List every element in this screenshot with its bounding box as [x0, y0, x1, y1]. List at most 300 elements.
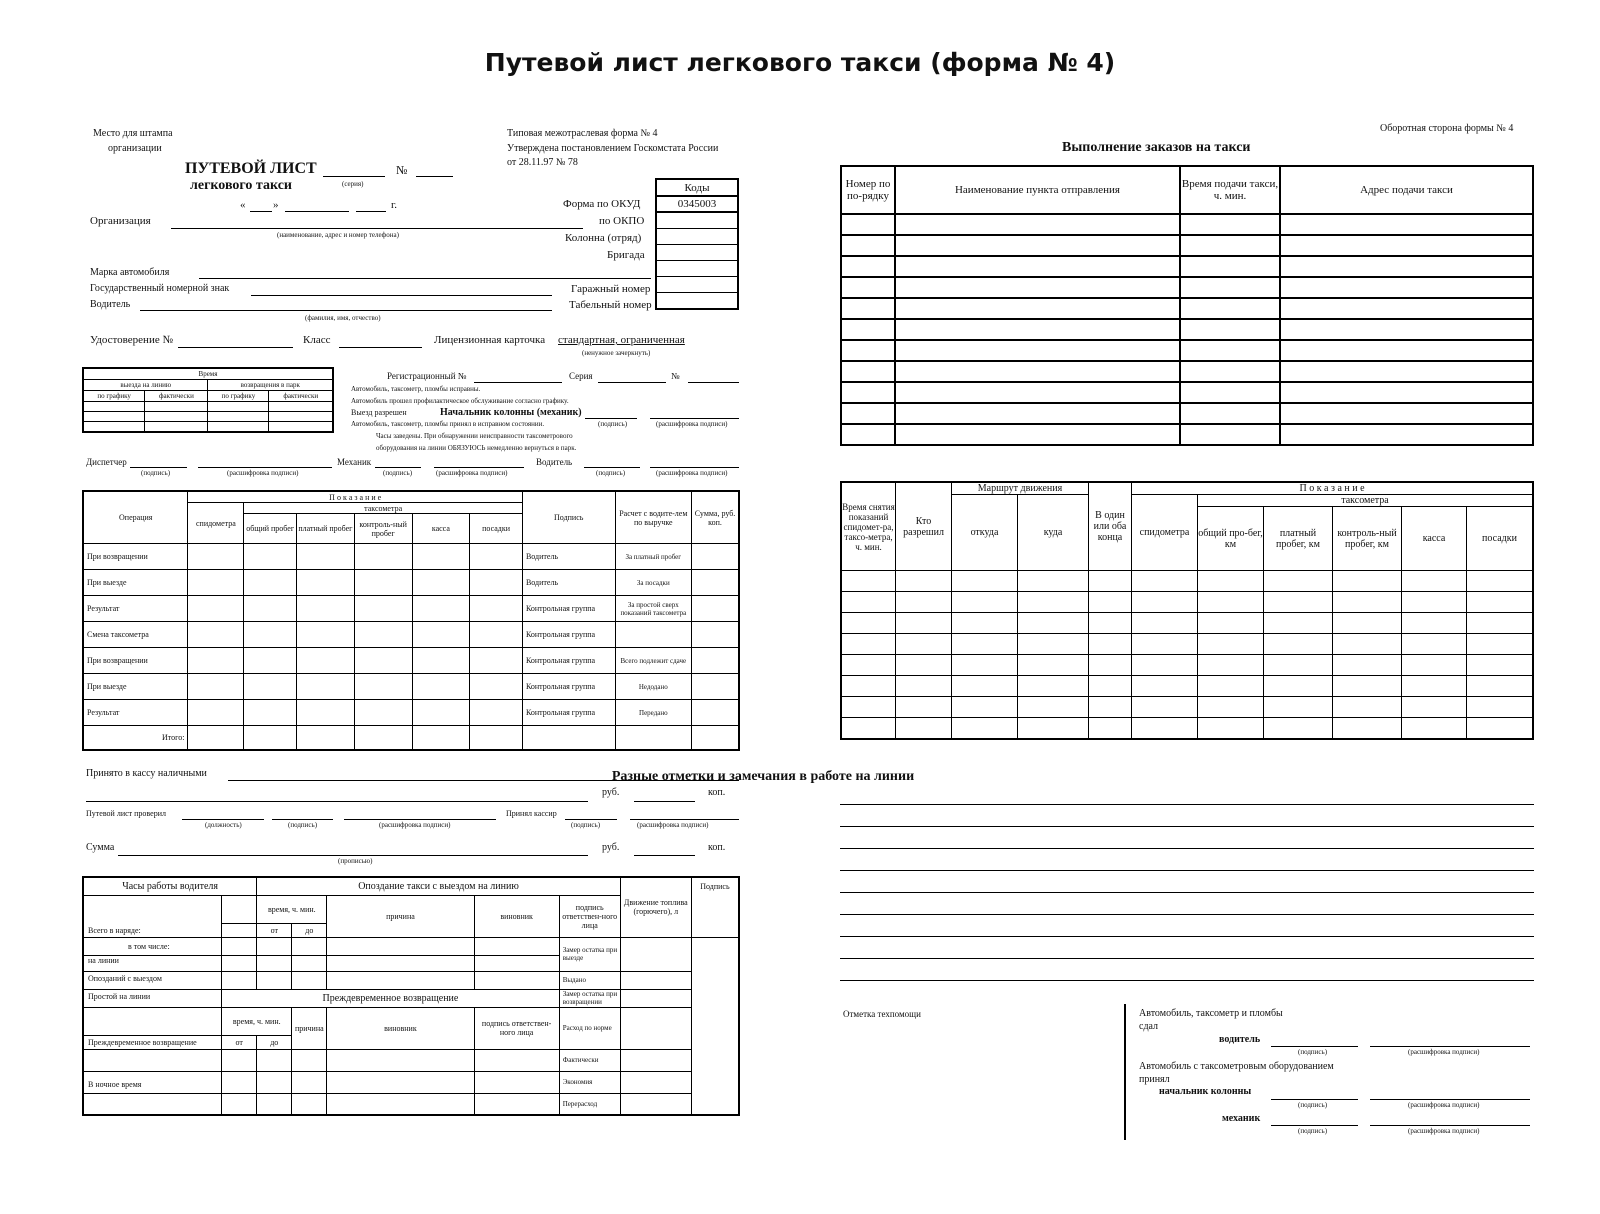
- hours-cell[interactable]: [83, 1093, 222, 1115]
- total-blank: [522, 726, 615, 750]
- order-cell[interactable]: [841, 361, 895, 382]
- late-cell[interactable]: [327, 937, 474, 955]
- reading-cell[interactable]: [412, 648, 470, 674]
- route-cell[interactable]: [841, 571, 896, 592]
- late-cell[interactable]: [327, 955, 474, 971]
- sum-cell[interactable]: [692, 648, 739, 674]
- route-cell[interactable]: [1089, 718, 1132, 739]
- reading-cell[interactable]: [188, 570, 244, 596]
- route-table: [840, 481, 1534, 740]
- route-cell[interactable]: [1333, 718, 1402, 739]
- sum-line[interactable]: [118, 855, 588, 856]
- route-cell[interactable]: [896, 697, 952, 718]
- route-cell[interactable]: [1333, 571, 1402, 592]
- date-month-line[interactable]: [285, 211, 349, 212]
- driver-sign-line-back[interactable]: [1271, 1046, 1358, 1047]
- series-value-line[interactable]: [598, 382, 666, 383]
- reading-cell[interactable]: [244, 622, 297, 648]
- order-cell[interactable]: [1180, 361, 1280, 382]
- order-cell[interactable]: [841, 256, 895, 277]
- route-cell[interactable]: [1132, 718, 1198, 739]
- route-cell[interactable]: [896, 613, 952, 634]
- order-cell[interactable]: [895, 382, 1180, 403]
- mechanic-decode-line[interactable]: [434, 467, 524, 468]
- route-cell[interactable]: [1264, 655, 1333, 676]
- route-cell[interactable]: [1333, 634, 1402, 655]
- order-cell[interactable]: [1180, 424, 1280, 445]
- brigade-cell[interactable]: [656, 245, 738, 261]
- early-cell[interactable]: [474, 1049, 559, 1071]
- reading-cell[interactable]: [470, 622, 523, 648]
- reading-cell[interactable]: [297, 700, 355, 726]
- route-cell[interactable]: [1402, 613, 1467, 634]
- order-cell[interactable]: [841, 340, 895, 361]
- route-cell[interactable]: [1132, 676, 1198, 697]
- reading-cell[interactable]: [412, 700, 470, 726]
- route-cell[interactable]: [952, 718, 1018, 739]
- org-caption: (наименование, адрес и номер телефона): [277, 231, 399, 239]
- reading-cell[interactable]: [470, 570, 523, 596]
- number-line[interactable]: [416, 176, 453, 177]
- hours-cell[interactable]: [222, 923, 257, 937]
- reading-cell[interactable]: [297, 622, 355, 648]
- garage-cell[interactable]: [656, 277, 738, 293]
- license-line[interactable]: [178, 347, 293, 348]
- order-cell[interactable]: [895, 214, 1180, 235]
- order-cell[interactable]: [1180, 319, 1280, 340]
- reading-cell[interactable]: [297, 570, 355, 596]
- total-cell[interactable]: [412, 726, 470, 750]
- route-cell[interactable]: [1089, 571, 1132, 592]
- order-cell[interactable]: [1180, 298, 1280, 319]
- route-cell[interactable]: [1018, 676, 1089, 697]
- reading-cell[interactable]: [470, 700, 523, 726]
- order-cell[interactable]: [1180, 256, 1280, 277]
- sum-cell[interactable]: [692, 700, 739, 726]
- reading-cell[interactable]: [354, 596, 412, 622]
- order-cell[interactable]: [1180, 235, 1280, 256]
- order-cell[interactable]: [1180, 340, 1280, 361]
- route-cell[interactable]: [1264, 676, 1333, 697]
- route-cell[interactable]: [1018, 634, 1089, 655]
- route-cell[interactable]: [1132, 655, 1198, 676]
- route-cell[interactable]: [1018, 718, 1089, 739]
- route-cell[interactable]: [1402, 634, 1467, 655]
- route-cell[interactable]: [1333, 655, 1402, 676]
- route-cell[interactable]: [1333, 697, 1402, 718]
- late-cell[interactable]: [292, 955, 327, 971]
- chief-decode-line-back[interactable]: [1370, 1099, 1530, 1100]
- route-cell[interactable]: [952, 571, 1018, 592]
- reading-cell[interactable]: [244, 648, 297, 674]
- hours-cell[interactable]: [83, 1049, 222, 1071]
- dispatcher-decode-line[interactable]: [198, 467, 332, 468]
- order-cell[interactable]: [841, 382, 895, 403]
- rub-line[interactable]: [634, 801, 695, 802]
- order-cell[interactable]: [1280, 277, 1533, 298]
- order-cell[interactable]: [1180, 382, 1280, 403]
- time-cell[interactable]: [208, 422, 269, 433]
- fuel-sign-cell[interactable]: [620, 1071, 691, 1093]
- sum-cell[interactable]: [692, 674, 739, 700]
- mechanic-decode-line-back[interactable]: [1370, 1125, 1530, 1126]
- sum-cell[interactable]: [692, 596, 739, 622]
- hours-cell[interactable]: [83, 1007, 222, 1035]
- time-cell[interactable]: [145, 422, 208, 433]
- route-cell[interactable]: [1018, 613, 1089, 634]
- order-cell[interactable]: [1280, 256, 1533, 277]
- remark-line[interactable]: [840, 892, 1534, 893]
- order-cell[interactable]: [895, 256, 1180, 277]
- order-cell[interactable]: [1280, 319, 1533, 340]
- order-cell[interactable]: [841, 235, 895, 256]
- driver2-sign-line[interactable]: [584, 467, 640, 468]
- early-cell[interactable]: [327, 1049, 474, 1071]
- reading-cell[interactable]: [244, 596, 297, 622]
- sum-cell[interactable]: [692, 570, 739, 596]
- order-cell[interactable]: [841, 214, 895, 235]
- reading-cell[interactable]: [188, 648, 244, 674]
- order-cell[interactable]: [841, 424, 895, 445]
- dispatcher-sign-line[interactable]: [130, 467, 187, 468]
- late-cell[interactable]: [257, 955, 292, 971]
- route-cell[interactable]: [841, 634, 896, 655]
- date-day-line[interactable]: [250, 211, 272, 212]
- route-cell[interactable]: [952, 655, 1018, 676]
- route-cell[interactable]: [1402, 697, 1467, 718]
- checked-sign-line[interactable]: [272, 819, 333, 820]
- route-cell[interactable]: [1018, 697, 1089, 718]
- route-cell[interactable]: [952, 676, 1018, 697]
- reading-cell[interactable]: [354, 700, 412, 726]
- late-cell[interactable]: [257, 937, 292, 955]
- reading-cell[interactable]: [354, 570, 412, 596]
- reading-cell[interactable]: [412, 622, 470, 648]
- reading-cell[interactable]: [244, 674, 297, 700]
- reading-cell[interactable]: [470, 544, 523, 570]
- time-cell[interactable]: [83, 402, 145, 412]
- route-cell[interactable]: [1198, 571, 1264, 592]
- fuel-sign-cell[interactable]: [620, 1049, 691, 1071]
- driver2-decode-line[interactable]: [650, 467, 739, 468]
- early-cell[interactable]: [257, 1049, 292, 1071]
- route-cell[interactable]: [841, 655, 896, 676]
- route-cell[interactable]: [1333, 592, 1402, 613]
- late-cell[interactable]: [222, 955, 257, 971]
- route-cell[interactable]: [1402, 655, 1467, 676]
- order-cell[interactable]: [895, 403, 1180, 424]
- early-cell[interactable]: [327, 1071, 474, 1093]
- route-cell[interactable]: [1198, 697, 1264, 718]
- order-cell[interactable]: [1280, 361, 1533, 382]
- reading-cell[interactable]: [470, 648, 523, 674]
- route-cell[interactable]: [1132, 571, 1198, 592]
- sum-cell[interactable]: [692, 622, 739, 648]
- route-cell[interactable]: [841, 676, 896, 697]
- order-cell[interactable]: [895, 235, 1180, 256]
- route-cell[interactable]: [1089, 634, 1132, 655]
- route-cell[interactable]: [1402, 718, 1467, 739]
- route-cell[interactable]: [1467, 613, 1534, 634]
- route-cell[interactable]: [1132, 592, 1198, 613]
- order-cell[interactable]: [895, 361, 1180, 382]
- early-cell[interactable]: [474, 1093, 559, 1115]
- date-year-line[interactable]: [356, 211, 386, 212]
- order-cell[interactable]: [895, 277, 1180, 298]
- total-cell[interactable]: [470, 726, 523, 750]
- late-cell[interactable]: [474, 937, 559, 955]
- reading-cell[interactable]: [188, 700, 244, 726]
- route-cell[interactable]: [1264, 592, 1333, 613]
- reading-cell[interactable]: [354, 544, 412, 570]
- early-cell[interactable]: [292, 1049, 327, 1071]
- sum-cell[interactable]: [692, 544, 739, 570]
- reading-cell[interactable]: [244, 700, 297, 726]
- reading-cell[interactable]: [470, 596, 523, 622]
- route-cell[interactable]: [1264, 634, 1333, 655]
- route-cell[interactable]: [1089, 676, 1132, 697]
- order-cell[interactable]: [1280, 340, 1533, 361]
- time-cell[interactable]: [208, 402, 269, 412]
- class-line[interactable]: [339, 347, 422, 348]
- route-cell[interactable]: [841, 613, 896, 634]
- route-total: общий про-бег, км: [1198, 507, 1264, 571]
- remark-line[interactable]: [840, 870, 1534, 871]
- order-cell[interactable]: [841, 403, 895, 424]
- time-cell[interactable]: [145, 412, 208, 422]
- route-cell[interactable]: [1198, 676, 1264, 697]
- route-cell[interactable]: [1333, 676, 1402, 697]
- early-cell[interactable]: [222, 1071, 257, 1093]
- route-cell[interactable]: [1132, 634, 1198, 655]
- car-brand-line[interactable]: [199, 278, 651, 279]
- cashier-decode-line[interactable]: [630, 819, 739, 820]
- mechanic-sign-line-back[interactable]: [1271, 1125, 1358, 1126]
- mechanic-sign-line[interactable]: [375, 467, 421, 468]
- route-cell[interactable]: [1264, 571, 1333, 592]
- order-cell[interactable]: [895, 424, 1180, 445]
- order-cell[interactable]: [1280, 214, 1533, 235]
- checked-position-line[interactable]: [182, 819, 264, 820]
- reading-cell[interactable]: [188, 622, 244, 648]
- order-cell[interactable]: [1280, 382, 1533, 403]
- total-cell[interactable]: [354, 726, 412, 750]
- reading-cell[interactable]: [297, 596, 355, 622]
- tab-cell[interactable]: [656, 293, 738, 310]
- plate-line[interactable]: [251, 295, 552, 296]
- total-cell[interactable]: [297, 726, 355, 750]
- route-cell[interactable]: [1198, 718, 1264, 739]
- remark-line[interactable]: [840, 936, 1534, 937]
- fuel-sign-cell[interactable]: [620, 971, 691, 989]
- reading-cell[interactable]: [244, 570, 297, 596]
- route-cell[interactable]: [1467, 655, 1534, 676]
- route-cell[interactable]: [841, 718, 896, 739]
- reading-cell[interactable]: [412, 596, 470, 622]
- time-cell[interactable]: [269, 422, 333, 433]
- late-cell[interactable]: [257, 971, 292, 989]
- late-cell[interactable]: [474, 971, 559, 989]
- order-cell[interactable]: [895, 319, 1180, 340]
- route-cell[interactable]: [1089, 592, 1132, 613]
- order-cell[interactable]: [895, 340, 1180, 361]
- route-cell[interactable]: [1018, 655, 1089, 676]
- reg-no-line[interactable]: [474, 382, 562, 383]
- late-cell[interactable]: [474, 955, 559, 971]
- op-label: При выезде: [83, 570, 188, 596]
- reading-cell[interactable]: [354, 648, 412, 674]
- route-cell[interactable]: [1402, 571, 1467, 592]
- time-cell[interactable]: [145, 402, 208, 412]
- total-sum-cell[interactable]: [692, 726, 739, 750]
- reading-cell[interactable]: [412, 674, 470, 700]
- sum-rub-line[interactable]: [634, 855, 695, 856]
- reading-cell[interactable]: [297, 544, 355, 570]
- fuel-sign-cell[interactable]: [620, 989, 691, 1007]
- remark-line[interactable]: [840, 804, 1534, 805]
- route-cell[interactable]: [952, 592, 1018, 613]
- order-cell[interactable]: [895, 298, 1180, 319]
- series-line[interactable]: [323, 176, 385, 177]
- reading-cell[interactable]: [412, 570, 470, 596]
- time-cell[interactable]: [83, 422, 145, 433]
- early-cell[interactable]: [292, 1093, 327, 1115]
- route-cell[interactable]: [896, 655, 952, 676]
- route-cell[interactable]: [1198, 655, 1264, 676]
- order-cell[interactable]: [1280, 298, 1533, 319]
- remark-line[interactable]: [840, 826, 1534, 827]
- reading-cell[interactable]: [470, 674, 523, 700]
- time-cell[interactable]: [208, 412, 269, 422]
- route-cell[interactable]: [1089, 613, 1132, 634]
- org-line[interactable]: [171, 228, 583, 229]
- cashier-sign-line[interactable]: [565, 819, 617, 820]
- route-cell[interactable]: [1467, 676, 1534, 697]
- column-cell[interactable]: [656, 229, 738, 245]
- route-cell[interactable]: [1264, 697, 1333, 718]
- no-line[interactable]: [688, 382, 739, 383]
- reading-cell[interactable]: [188, 544, 244, 570]
- order-cell[interactable]: [1180, 403, 1280, 424]
- reading-cell[interactable]: [354, 674, 412, 700]
- early-cell[interactable]: [257, 1093, 292, 1115]
- reading-cell[interactable]: [412, 544, 470, 570]
- route-cell[interactable]: [1402, 676, 1467, 697]
- total-cell[interactable]: [188, 726, 244, 750]
- route-cell[interactable]: [952, 634, 1018, 655]
- route-cell[interactable]: [896, 676, 952, 697]
- route-cell[interactable]: [1198, 634, 1264, 655]
- route-cell[interactable]: [1467, 718, 1534, 739]
- remark-line[interactable]: [840, 914, 1534, 915]
- late-cell[interactable]: [292, 971, 327, 989]
- total-cell[interactable]: [244, 726, 297, 750]
- remark-line[interactable]: [840, 958, 1534, 959]
- route-cell[interactable]: [1264, 613, 1333, 634]
- route-cell[interactable]: [841, 697, 896, 718]
- checked-decode-line[interactable]: [344, 819, 496, 820]
- route-cell[interactable]: [1402, 592, 1467, 613]
- route-cell[interactable]: [1132, 613, 1198, 634]
- okpo-cell[interactable]: [656, 212, 738, 229]
- order-cell[interactable]: [1280, 403, 1533, 424]
- order-cell[interactable]: [1280, 235, 1533, 256]
- order-cell[interactable]: [1280, 424, 1533, 445]
- route-cell[interactable]: [1018, 592, 1089, 613]
- chief-sign-line-back[interactable]: [1271, 1099, 1358, 1100]
- remark-line[interactable]: [840, 848, 1534, 849]
- route-cell[interactable]: [1132, 697, 1198, 718]
- reading-cell[interactable]: [297, 648, 355, 674]
- blank-code-cell[interactable]: [656, 261, 738, 277]
- route-cell[interactable]: [1467, 634, 1534, 655]
- route-cell[interactable]: [1467, 592, 1534, 613]
- late-cell[interactable]: [327, 971, 474, 989]
- route-cell[interactable]: [1467, 697, 1534, 718]
- route-cell[interactable]: [1089, 697, 1132, 718]
- order-cell[interactable]: [1180, 214, 1280, 235]
- route-cell[interactable]: [1198, 613, 1264, 634]
- late-cell[interactable]: [222, 971, 257, 989]
- time-cell[interactable]: [83, 412, 145, 422]
- time-cell[interactable]: [269, 412, 333, 422]
- reading-cell[interactable]: [297, 674, 355, 700]
- route-cell[interactable]: [1018, 571, 1089, 592]
- early-cell[interactable]: [474, 1071, 559, 1093]
- reading-cell[interactable]: [354, 622, 412, 648]
- cash-words-line[interactable]: [86, 801, 588, 802]
- late-cell[interactable]: [222, 937, 257, 955]
- reading-cell[interactable]: [244, 544, 297, 570]
- early-cell[interactable]: [327, 1093, 474, 1115]
- route-cell[interactable]: [1333, 613, 1402, 634]
- route-cell[interactable]: [1264, 718, 1333, 739]
- route-cell[interactable]: [896, 592, 952, 613]
- order-cell[interactable]: [1180, 277, 1280, 298]
- early-cell[interactable]: [222, 1049, 257, 1071]
- early-cell[interactable]: [222, 1093, 257, 1115]
- early-cell[interactable]: [257, 1071, 292, 1093]
- order-cell[interactable]: [841, 277, 895, 298]
- route-cell[interactable]: [896, 571, 952, 592]
- route-cell[interactable]: [896, 718, 952, 739]
- late-cell[interactable]: [292, 937, 327, 955]
- route-cell[interactable]: [896, 634, 952, 655]
- reading-cell[interactable]: [188, 596, 244, 622]
- chief-decode-line[interactable]: [650, 418, 739, 419]
- early-cell[interactable]: [292, 1071, 327, 1093]
- route-cell[interactable]: [952, 697, 1018, 718]
- driver-decode-line-back[interactable]: [1370, 1046, 1530, 1047]
- time-cell[interactable]: [269, 402, 333, 412]
- route-cell[interactable]: [1198, 592, 1264, 613]
- route-cell[interactable]: [952, 613, 1018, 634]
- order-cell[interactable]: [841, 319, 895, 340]
- fuel-sign-cell[interactable]: [620, 1007, 691, 1049]
- remark-line[interactable]: [840, 980, 1534, 981]
- fuel-row-label: Фактически: [559, 1049, 620, 1071]
- fuel-sign-cell[interactable]: [620, 1093, 691, 1115]
- column-label: Колонна (отряд): [565, 232, 642, 244]
- chief-sign-line[interactable]: [585, 418, 637, 419]
- driver-line[interactable]: [140, 310, 552, 311]
- reading-cell[interactable]: [188, 674, 244, 700]
- order-cell[interactable]: [841, 298, 895, 319]
- route-cell[interactable]: [841, 592, 896, 613]
- fuel-sign-cell[interactable]: [620, 937, 691, 971]
- route-cell[interactable]: [1089, 655, 1132, 676]
- route-cell[interactable]: [1467, 571, 1534, 592]
